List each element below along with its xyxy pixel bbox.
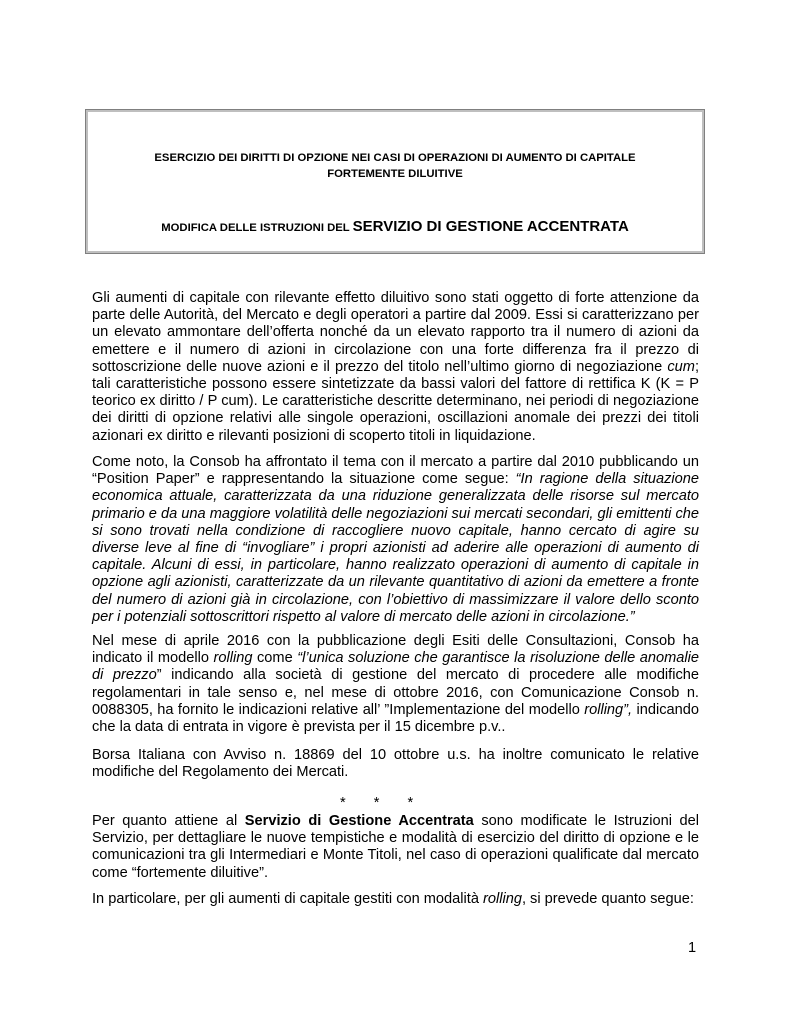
page-number: 1 — [688, 940, 697, 956]
p2-text-a: Come noto, la Consob ha affrontato il tema con il mercato a partire dal 2010 pubblicando un “Position Paper” e rappresentando la situazione come segue: — [92, 454, 699, 488]
p6-text-a: Per quanto attiene al — [92, 813, 245, 829]
p7-text-b: , si prevede quanto segue: — [521, 891, 694, 907]
p1-text-b: ; tali caratteristiche possono essere sintetizzate da bassi valori del fattore di rettifica K (K = P teorico ex diritto / P cum). Le caratteristiche descritte determinano, nei periodi di negoziazione dei diritti di opzione relativi alle singole operazioni, oscillazioni anomale dei prezzi dei titoli azionari ex diritto e rilevanti posizioni di scoperto titoli in liquidazione. — [92, 358, 699, 444]
paragraph-1 — [92, 290, 699, 445]
title-line-1b: FORTEMENTE DILUITIVE — [327, 168, 463, 180]
p3-quote: “l’unica soluzione che garantisce la risoluzione delle anomalie di prezzo — [92, 650, 699, 684]
p3-text-b: come — [252, 650, 298, 667]
p3-text-d: indicando che la data di entrata in vigore è prevista per il 15 dicembre p.v.. — [92, 701, 699, 736]
subtitle-prefix: MODIFICA DELLE ISTRUZIONI DEL — [161, 222, 353, 234]
p1-cum: cum — [667, 358, 695, 375]
title-box — [85, 109, 705, 254]
p6-text-b: sono modificate le Istruzioni del Servizio, per dettagliare le nuove tempistiche e modalità di esercizio del diritto di opzione e le comunicazioni tra gli Intermediari e Monte Titoli, nel caso di operazioni qualificate dal mercato come “fortemente diluitive”. — [92, 813, 700, 881]
subtitle-emphasis: SERVIZIO DI GESTIONE ACCENTRATA — [352, 218, 629, 235]
p3-text-c: ” indicando alla società di gestione del mercato di procedere alle modifiche regolamentari in tale senso e, nel mese di ottobre 2016, con Comunicazione Consob n. 0088305, ha fornito le indicazioni relative all’ ”Implementazione del modello — [92, 667, 700, 718]
title-line-1: ESERCIZIO DEI DIRITTI DI OPZIONE NEI CASI DI OPERAZIONI DI AUMENTO DI CAPITALE — [154, 152, 636, 164]
section-separator: * * * — [340, 795, 414, 811]
paragraph-3 — [92, 633, 699, 736]
p7-text-a: In particolare, per gli aumenti di capitale gestiti con modalità — [92, 891, 483, 907]
paragraph-4 — [92, 747, 699, 781]
p3-rolling-2: rolling”, — [584, 701, 633, 718]
document-subtitle — [86, 217, 704, 238]
p4-text: Borsa Italiana con Avviso n. 18869 del 10 ottobre u.s. ha inoltre comunicato le relative modifiche del Regolamento dei Mercati. — [92, 747, 699, 781]
p6-service-name: Servizio di Gestione Accentrata — [244, 813, 474, 829]
paragraph-2 — [92, 454, 699, 626]
paragraph-5 — [92, 813, 699, 882]
p3-text-a: Nel mese di aprile 2016 con la pubblicazione degli Esiti delle Consultazioni, Consob ha indicato il modello — [92, 633, 699, 667]
p3-rolling-1: rolling — [213, 650, 253, 667]
p7-rolling: rolling — [483, 891, 522, 907]
paragraph-6 — [92, 891, 699, 908]
document-title — [86, 150, 704, 182]
p2-quote: “In ragione della situazione economica attuale, caratterizzata da una riduzione generalizzata delle risorse sul mercato primario e da una maggiore volatilità delle negoziazioni sui mercati secondari, gli emittenti che si sono trovati nella condizione di raccogliere nuovo capitale, hanno cercato di agire su diverse leve al fine di “invogliare” i propri azionisti ad aderire alle operazioni di aumento di capitale. Alcuni di essi, in particolare, hanno realizzato operazioni di aumento di capitale in opzione agli azionisti, caratterizzate da un rilevante quantitativo di azioni da emettere a fronte del numero di azioni già in circolazione, con l’obiettivo di massimizzare il valore dello sconto per i potenziali sottoscrittori rispetto al valore di mercato delle azioni in circolazione.” — [92, 471, 699, 625]
p1-text-a: Gli aumenti di capitale con rilevante effetto diluitivo sono stati oggetto di forte attenzione da parte delle Autorità, del Mercato e degli operatori a partire dal 2009. Essi si caratterizzano per un elevato ammontare dell’offerta nonché da un elevato rapporto tra il numero di azioni da emettere e il numero di azioni in circolazione con una forte differenza fra il prezzo di sottoscrizione delle nuove azioni e il prezzo del titolo nell’ultimo giorno di negoziazione — [92, 290, 699, 375]
